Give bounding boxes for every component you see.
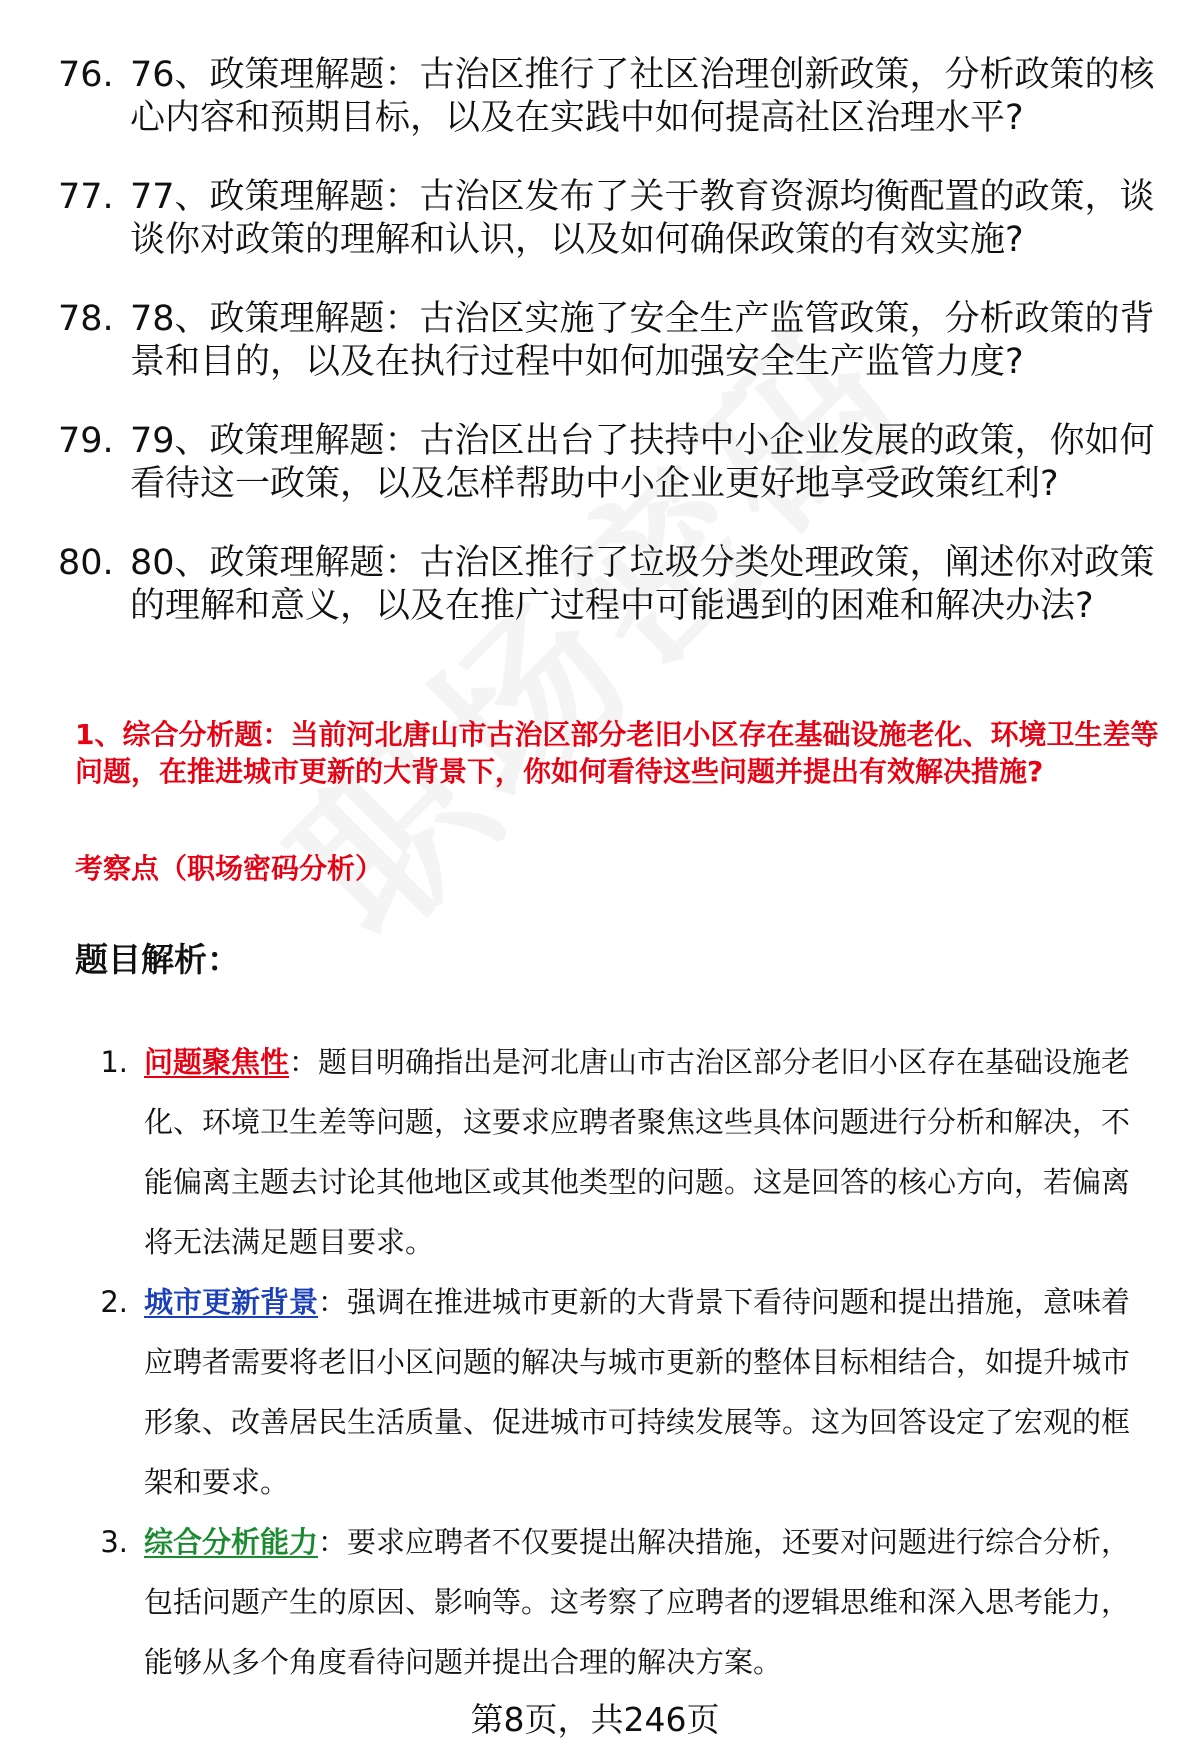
topic-heading: 1、综合分析题：当前河北唐山市古治区部分老旧小区存在基础设施老化、环境卫生差等问题，在推进城市更新的大背景下，你如何看待这些问题并提出有效解决措施? [75,718,1159,788]
analysis-text: ：题目明确指出是河北唐山市古治区部分老旧小区存在基础设施老化、环境卫生差等问题，这要求应聘者聚焦这些具体问题进行分析和解决，不能偏离主题去讨论其他地区或其他类型的问题。这是回答的核心方向，若偏离将无法满足题目要求。 [144,1045,1131,1259]
question-number: 80. [58,543,114,583]
analysis-keyword: 综合分析能力 [144,1525,319,1559]
question-text: 80、政策理解题：古治区推行了垃圾分类处理政策，阐述你对政策的理解和意义，以及在推广过程中可能遇到的困难和解决办法? [130,543,1155,626]
question-text: 76、政策理解题：古治区推行了社区治理创新政策，分析政策的核心内容和预期目标，以及在实践中如何提高社区治理水平? [130,55,1155,138]
question-text: 77、政策理解题：古治区发布了关于教育资源均衡配置的政策，谈谈你对政策的理解和认识，以及如何确保政策的有效实施? [130,177,1155,260]
question-list [58,54,1158,664]
analysis-list [78,1032,1158,1692]
question-number: 77. [58,177,114,217]
question-item [58,176,1158,262]
page-footer: 第8页，共246页 [470,1700,720,1739]
analysis-text: ：强调在推进城市更新的大背景下看待问题和提出措施，意味着应聘者需要将老旧小区问题的解决与城市更新的整体目标相结合，如提升城市形象、改善居民生活质量、促进城市可持续发展等。这为回答设定了宏观的框架和要求。 [144,1285,1131,1499]
question-text: 78、政策理解题：古治区实施了安全生产监管政策，分析政策的背景和目的，以及在执行过程中如何加强安全生产监管力度? [130,299,1155,382]
analysis-keyword: 问题聚焦性 [144,1045,290,1079]
analysis-body [144,1032,1158,1272]
question-number: 79. [58,421,114,461]
exam-point-label: 考察点（职场密码分析） [75,852,384,885]
question-item [58,542,1158,628]
question-item [58,420,1158,506]
analysis-item [78,1032,1158,1272]
question-number: 76. [58,55,114,95]
analysis-body [144,1512,1158,1692]
analysis-number: 2. [100,1285,128,1319]
question-item [58,298,1158,384]
analysis-item [78,1512,1158,1692]
analysis-item [78,1272,1158,1512]
question-item [58,54,1158,140]
analysis-keyword: 城市更新背景 [144,1285,319,1319]
question-text: 79、政策理解题：古治区出台了扶持中小企业发展的政策，你如何看待这一政策，以及怎样帮助中小企业更好地享受政策红利? [130,421,1155,504]
section-title: 题目解析： [75,940,240,979]
analysis-body [144,1272,1158,1512]
analysis-number: 3. [100,1525,128,1559]
question-number: 78. [58,299,114,339]
analysis-text: ：要求应聘者不仅要提出解决措施，还要对问题进行综合分析，包括问题产生的原因、影响等。这考察了应聘者的逻辑思维和深入思考能力，能够从多个角度看待问题并提出合理的解决方案。 [144,1525,1131,1679]
analysis-number: 1. [100,1045,128,1079]
